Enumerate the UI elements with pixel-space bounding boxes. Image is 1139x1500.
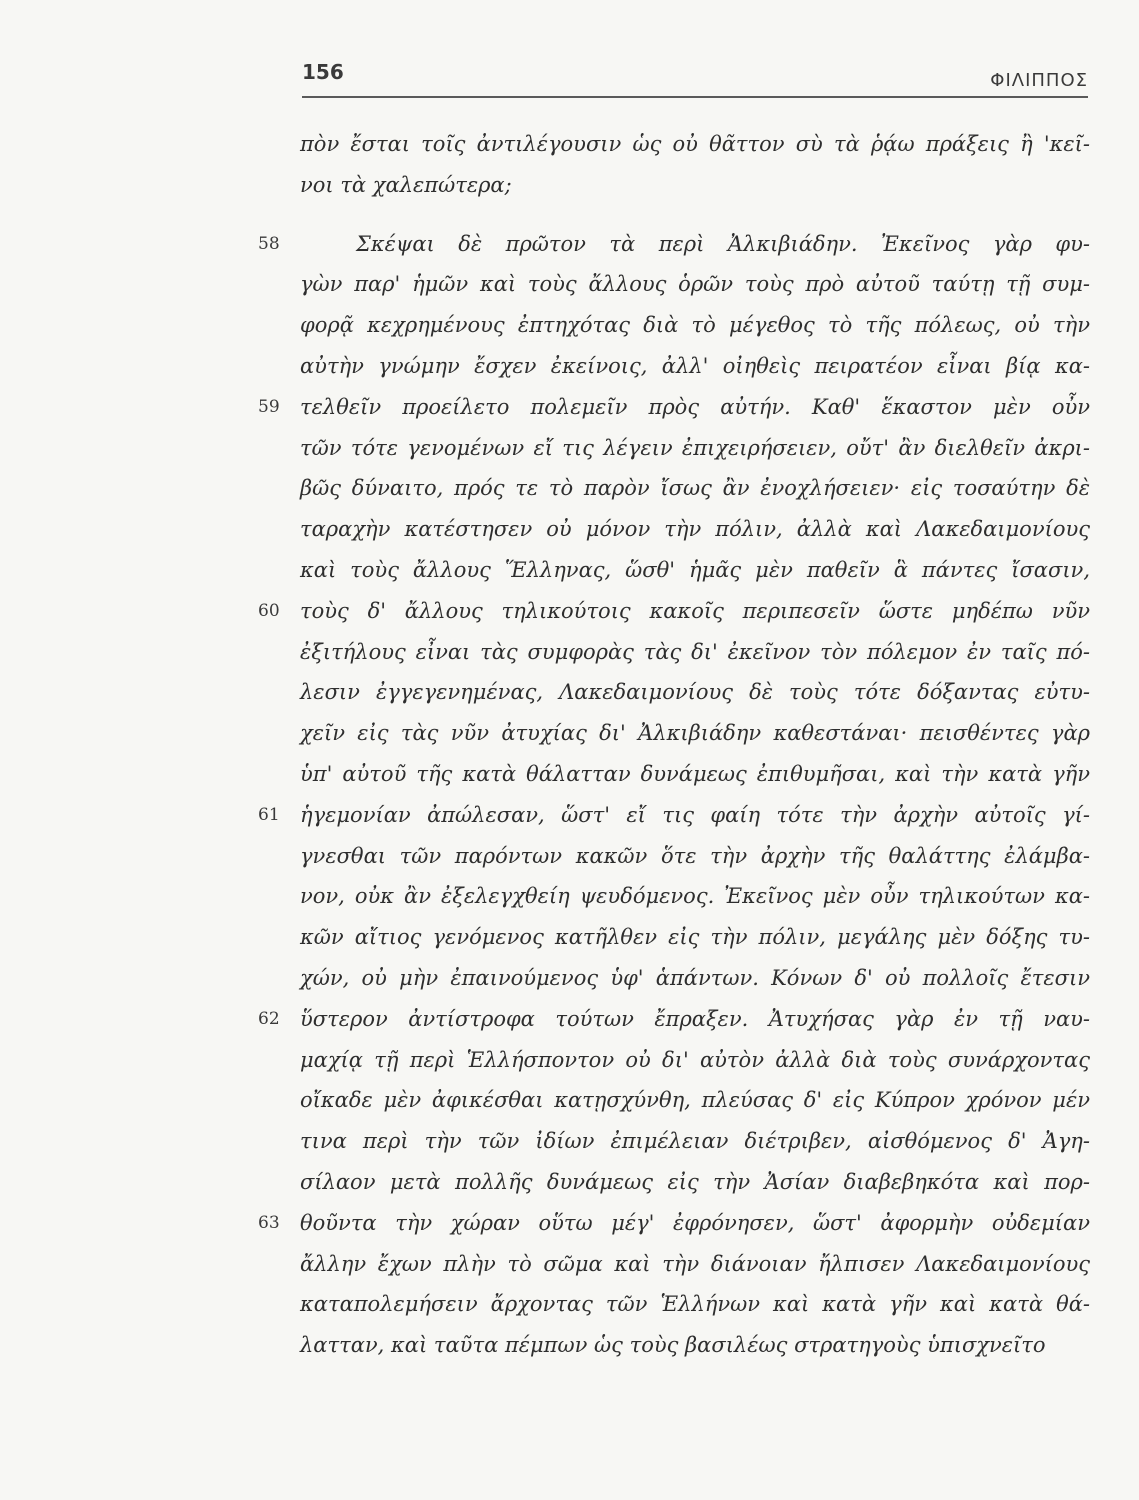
text-line	[300, 509, 1090, 550]
line-text: λατταν, καὶ ταῦτα πέμπων ὡς τοὺς βασιλέως στρατηγοὺς ὑπισχνεῖτο	[300, 1333, 1046, 1358]
line-text: λεσιν ἐγγεγενημένας, Λακεδαιμονίους δὲ τοὺς τότε δόξαντας εὐτυ-	[300, 680, 1090, 705]
line-text: γνεσθαι τῶν παρόντων κακῶν ὅτε τὴν ἀρχὴν τῆς θαλάττης ἐλάμβα-	[300, 843, 1090, 868]
text-line	[300, 795, 1090, 836]
text-line	[300, 387, 1090, 428]
text-line	[300, 876, 1090, 917]
line-text: αὐτὴν γνώμην ἔσχεν ἐκείνοις, ἀλλ' οἰηθεὶς πειρατέον εἶναι βίᾳ κα-	[300, 353, 1090, 378]
section-number: 61	[258, 804, 280, 825]
section-number: 63	[258, 1212, 280, 1233]
line-text: χεῖν εἰς τὰς νῦν ἀτυχίας δι' Ἀλκιβιάδην καθεστάναι· πεισθέντες γὰρ	[300, 721, 1090, 746]
text-line	[300, 264, 1090, 305]
text-line	[300, 550, 1090, 591]
text-line	[300, 999, 1090, 1040]
text-line	[300, 1284, 1090, 1325]
text-line	[300, 713, 1090, 754]
line-text: τινα περὶ τὴν τῶν ἰδίων ἐπιμέλειαν διέτριβεν, αἰσθόμενος δ' Ἀγη-	[300, 1129, 1090, 1154]
page-number: 156	[302, 60, 344, 84]
line-text: ἐξιτήλους εἶναι τὰς συμφορὰς τὰς δι' ἐκεῖνον τὸν πόλεμον ἐν ταῖς πό-	[300, 639, 1090, 664]
line-text: βῶς δύναιτο, πρός τε τὸ παρὸν ἴσως ἂν ἐνοχλήσειεν· εἰς τοσαύτην δὲ	[300, 476, 1090, 501]
section-number: 62	[258, 1008, 280, 1029]
text-line	[300, 917, 1090, 958]
text-line	[300, 346, 1090, 387]
text-line	[300, 1121, 1090, 1162]
section-number: 58	[258, 233, 280, 254]
paragraph-gap	[300, 206, 1090, 224]
line-text: θοῦντα τὴν χώραν οὕτω μέγ' ἐφρόνησεν, ὥστ' ἀφορμὴν οὐδεμίαν	[300, 1210, 1090, 1235]
text-line	[300, 1203, 1090, 1244]
line-text: τῶν τότε γενομένων εἴ τις λέγειν ἐπιχειρήσειεν, οὔτ' ἂν διελθεῖν ἀκρι-	[300, 435, 1090, 460]
line-text: νοι τὰ χαλεπώτερα;	[300, 172, 512, 197]
line-text: ταραχὴν κατέστησεν οὐ μόνον τὴν πόλιν, ἀλλὰ καὶ Λακεδαιμονίους	[300, 517, 1090, 542]
line-text: χών, οὐ μὴν ἐπαινούμενος ὑφ' ἁπάντων. Κόνων δ' οὐ πολλοῖς ἔτεσιν	[300, 965, 1090, 990]
section-number: 60	[258, 600, 280, 621]
text-line	[300, 428, 1090, 469]
text-line	[300, 224, 1090, 265]
text-line	[300, 1040, 1090, 1081]
text-line	[300, 632, 1090, 673]
running-title: ΦΙΛΙΠΠΟΣ	[990, 70, 1088, 91]
text-line	[300, 124, 1090, 165]
line-text: Σκέψαι δὲ πρῶτον τὰ περὶ Ἀλκιβιάδην. Ἐκεῖνος γὰρ φυ-	[356, 231, 1090, 256]
line-text: ὕστερον ἀντίστροφα τούτων ἔπραξεν. Ἀτυχήσας γὰρ ἐν τῇ ναυ-	[300, 1006, 1090, 1031]
line-text: γὼν παρ' ἡμῶν καὶ τοὺς ἄλλους ὁρῶν τοὺς πρὸ αὐτοῦ ταύτῃ τῇ συμ-	[300, 272, 1090, 297]
header-rule	[302, 96, 1088, 98]
line-text: ἄλλην ἔχων πλὴν τὸ σῶμα καὶ τὴν διάνοιαν ἤλπισεν Λακεδαιμονίους	[300, 1251, 1090, 1276]
line-text: καὶ τοὺς ἄλλους Ἕλληνας, ὥσθ' ἡμᾶς μὲν παθεῖν ἃ πάντες ἴσασιν,	[300, 557, 1090, 582]
text-line	[300, 305, 1090, 346]
text-line	[300, 1244, 1090, 1285]
line-text: ὑπ' αὐτοῦ τῆς κατὰ θάλατταν δυνάμεως ἐπιθυμῆσαι, καὶ τὴν κατὰ γῆν	[300, 761, 1090, 786]
text-block	[300, 124, 1090, 1366]
text-line	[300, 1162, 1090, 1203]
line-text: ἡγεμονίαν ἀπώλεσαν, ὥστ' εἴ τις φαίη τότε τὴν ἀρχὴν αὐτοῖς γί-	[300, 802, 1090, 827]
line-text: σίλαον μετὰ πολλῆς δυνάμεως εἰς τὴν Ἀσίαν διαβεβηκότα καὶ πορ-	[300, 1169, 1090, 1194]
running-header	[302, 60, 1088, 100]
line-text: νον, οὐκ ἂν ἐξελεγχθείη ψευδόμενος. Ἐκεῖνος μὲν οὖν τηλικούτων κα-	[300, 884, 1090, 909]
text-line	[300, 958, 1090, 999]
text-line	[300, 1325, 1090, 1366]
text-line	[300, 165, 1090, 206]
text-line	[300, 836, 1090, 877]
text-line	[300, 1080, 1090, 1121]
text-line	[300, 591, 1090, 632]
line-text: μαχίᾳ τῇ περὶ Ἑλλήσποντον οὐ δι' αὐτὸν ἀλλὰ διὰ τοὺς συνάρχοντας	[300, 1047, 1090, 1072]
line-text: τελθεῖν προείλετο πολεμεῖν πρὸς αὐτήν. Καθ' ἕκαστον μὲν οὖν	[300, 394, 1090, 419]
text-line	[300, 672, 1090, 713]
line-text: καταπολεμήσειν ἄρχοντας τῶν Ἑλλήνων καὶ κατὰ γῆν καὶ κατὰ θά-	[300, 1292, 1090, 1317]
section-number: 59	[258, 396, 280, 417]
line-text: πὸν ἔσται τοῖς ἀντιλέγουσιν ὡς οὐ θᾶττον σὺ τὰ ῥᾴω πράξεις ἢ 'κεῖ-	[300, 132, 1090, 156]
line-text: τοὺς δ' ἄλλους τηλικούτοις κακοῖς περιπεσεῖν ὥστε μηδέπω νῦν	[300, 598, 1090, 623]
line-text: κῶν αἴτιος γενόμενος κατῆλθεν εἰς τὴν πόλιν, μεγάλης μὲν δόξης τυ-	[300, 925, 1090, 950]
line-text: φορᾷ κεχρημένους ἐπτηχότας διὰ τὸ μέγεθος τὸ τῆς πόλεως, οὐ τὴν	[300, 313, 1090, 338]
line-text: οἴκαδε μὲν ἀφικέσθαι κατῃσχύνθη, πλεύσας δ' εἰς Κύπρον χρόνον μέν	[300, 1088, 1090, 1113]
text-line	[300, 754, 1090, 795]
text-line	[300, 468, 1090, 509]
